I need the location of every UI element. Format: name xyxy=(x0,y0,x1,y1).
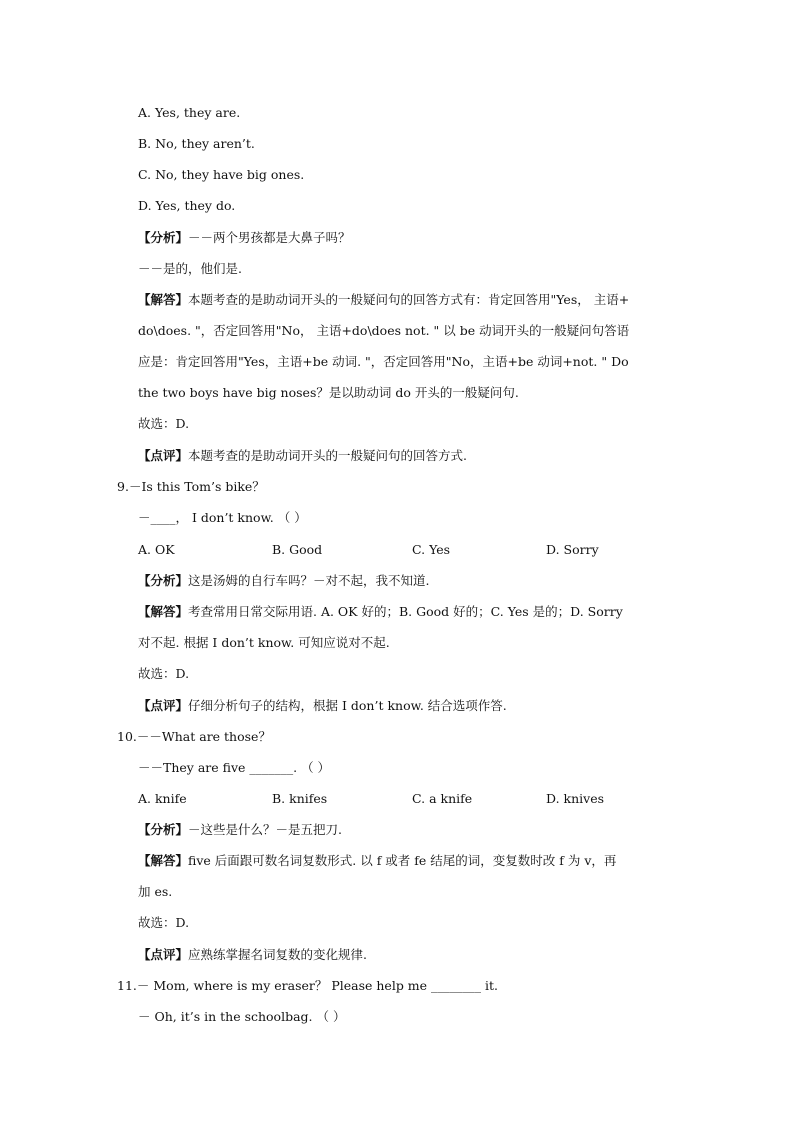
q8-option-d: D. Yes, they do. xyxy=(138,198,236,213)
q10-analysis-text: －这些是什么？－是五把刀. xyxy=(188,822,342,837)
q10-option-d: D. knives xyxy=(546,791,605,806)
q10-option-c: C. a knife xyxy=(412,791,473,806)
q9-question xyxy=(117,477,265,497)
q8-answer-line4: the two boys have big noses？是以助动词 do 开头的一般疑问句. xyxy=(138,385,519,400)
q9-option-a: A. OK xyxy=(138,542,175,557)
q11-number: 11. xyxy=(117,978,137,993)
q10-answer xyxy=(138,851,616,871)
answer-label: 【解答】 xyxy=(138,604,189,619)
q9-reply: －____， I don’t know. （ ） xyxy=(138,510,307,525)
q9-options xyxy=(138,540,658,560)
q10-comment-text: 应熟练掌握名词复数的变化规律. xyxy=(188,947,367,962)
q9-number: 9. xyxy=(117,479,129,494)
q8-option-b: B. No, they aren’t. xyxy=(138,136,255,151)
q9-choice: 故选：D. xyxy=(138,666,190,681)
q8-answer-line2: do\does. "，否定回答用"No， 主语+do\does not. " 以 be 动词开头的一般疑问句答语 xyxy=(138,323,630,338)
q9-comment xyxy=(138,696,507,716)
q9-analysis-text: 这是汤姆的自行车吗？－对不起，我不知道. xyxy=(188,573,430,588)
q11-question xyxy=(117,976,498,996)
q9-option-d: D. Sorry xyxy=(546,542,599,557)
answer-label: 【解答】 xyxy=(138,853,189,868)
q10-option-a: A. knife xyxy=(138,791,187,806)
q9-answer xyxy=(138,602,623,622)
answer-label: 【解答】 xyxy=(138,292,189,307)
analysis-label: 【分析】 xyxy=(138,822,189,837)
analysis-label: 【分析】 xyxy=(138,573,189,588)
q10-choice: 故选：D. xyxy=(138,915,190,930)
q9-comment-text: 仔细分析句子的结构，根据 I don’t know. 结合选项作答. xyxy=(188,698,507,713)
q10-answer-line2: 加 es. xyxy=(138,884,173,899)
q9-analysis xyxy=(138,571,430,591)
q10-reply: －－They are five _______. （ ） xyxy=(138,760,331,775)
q10-options xyxy=(138,789,658,809)
q10-analysis xyxy=(138,820,342,840)
comment-label: 【点评】 xyxy=(138,698,189,713)
q9-option-c: C. Yes xyxy=(412,542,451,557)
q8-option-a: A. Yes, they are. xyxy=(138,105,241,120)
q9-question-text: －Is this Tom’s bike？ xyxy=(128,479,265,494)
q10-question-text: －－What are those？ xyxy=(136,729,271,744)
q9-option-b: B. Good xyxy=(272,542,323,557)
comment-label: 【点评】 xyxy=(138,448,189,463)
q8-answer-line3: 应是：肯定回答用"Yes，主语+be 动词. "，否定回答用"No，主语+be 动词+not. " Do xyxy=(138,354,629,369)
q10-comment xyxy=(138,945,367,965)
q10-answer-text: five 后面跟可数名词复数形式. 以 f 或者 fe 结尾的词，变复数时改 f 为 v，再 xyxy=(188,853,617,868)
analysis-label: 【分析】 xyxy=(138,230,189,245)
q8-analysis-line2: －－是的，他们是. xyxy=(138,261,242,276)
q8-comment xyxy=(138,446,467,466)
q10-question xyxy=(117,727,271,747)
q11-question-text: － Mom, where is my eraser？ Please help me ________ it. xyxy=(136,978,498,993)
q9-answer-line2: 对不起. 根据 I don’t know. 可知应说对不起. xyxy=(138,635,390,650)
q8-analysis xyxy=(138,228,351,248)
q8-answer-text: 本题考查的是助动词开头的一般疑问句的回答方式有：肯定回答用"Yes， 主语+ xyxy=(188,292,630,307)
q8-choice: 故选：D. xyxy=(138,416,190,431)
q8-comment-text: 本题考查的是助动词开头的一般疑问句的回答方式. xyxy=(188,448,467,463)
comment-label: 【点评】 xyxy=(138,947,189,962)
q11-reply: － Oh, it’s in the schoolbag. （ ） xyxy=(138,1009,346,1024)
q10-number: 10. xyxy=(117,729,137,744)
q8-option-c: C. No, they have big ones. xyxy=(138,167,305,182)
q8-analysis-text: －－两个男孩都是大鼻子吗？ xyxy=(188,230,351,245)
q10-option-b: B. knifes xyxy=(272,791,328,806)
q9-answer-text: 考查常用日常交际用语. A. OK 好的；B. Good 好的；C. Yes 是的；D. Sorry xyxy=(188,604,623,619)
q8-answer xyxy=(138,290,629,310)
